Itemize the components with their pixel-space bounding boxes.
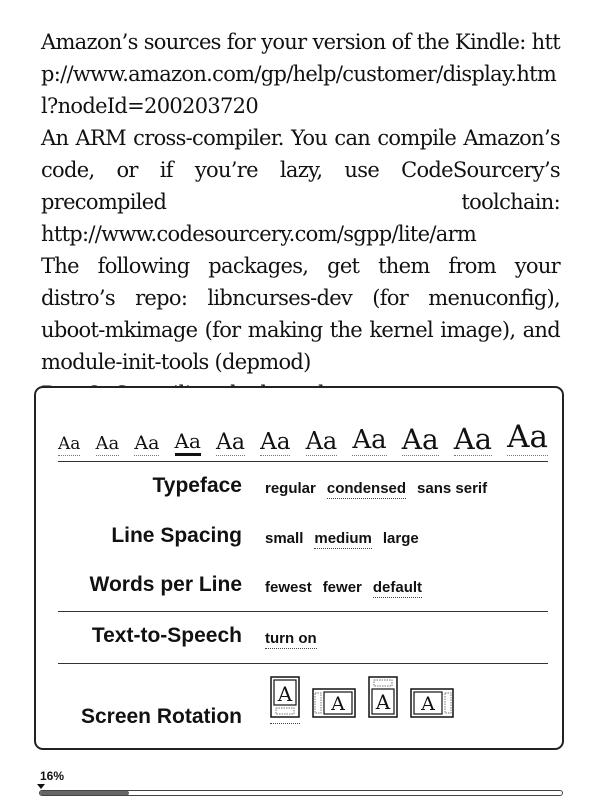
svg-text:A: A: [331, 693, 345, 715]
rotation-landscape-right-button[interactable]: [410, 688, 454, 724]
rotation-portrait-icon: [270, 676, 300, 718]
line-spacing-option-medium[interactable]: medium: [314, 530, 372, 547]
typeface-options: [265, 480, 487, 499]
progress-fill: [40, 791, 129, 795]
rotation-portrait-inverted-icon: [368, 676, 398, 718]
book-paragraph: The following packages, get them from your distro’s repo: libncurses-dev (for menuconfig), uboot-mkimage (for making the kernel image), and module-init-tools (depmod): [41, 254, 560, 374]
book-paragraph: An ARM cross-compiler. You can compile Amazon’s code, or if you’re lazy, use CodeSourcery’s precompiled toolchain: http://www.codesourcery.com/sgpp/lite/arm: [41, 126, 560, 246]
rotation-portrait-button[interactable]: [270, 676, 300, 724]
line-spacing-label: Line Spacing: [111, 524, 242, 547]
screen-rotation-label: Screen Rotation: [80, 705, 242, 728]
book-paragraph: Amazon’s sources for your version of the Kindle: http://www.amazon.com/gp/help/customer/display.html?nodeId=200203720: [41, 30, 560, 118]
divider: [58, 611, 548, 612]
typeface-option-regular[interactable]: regular: [265, 480, 316, 497]
svg-text:A: A: [375, 690, 391, 714]
font-size-option-7[interactable]: Aa: [305, 426, 338, 455]
line-spacing-options: [265, 530, 419, 549]
text-settings-panel: [34, 386, 564, 750]
words-per-line-option-default[interactable]: default: [372, 579, 423, 596]
line-spacing-option-small[interactable]: small: [265, 530, 304, 547]
font-size-option-2[interactable]: Aa: [95, 433, 120, 455]
screen-rotation-options: [270, 676, 454, 724]
font-size-option-1[interactable]: Aa: [58, 434, 81, 455]
divider: [58, 461, 548, 462]
words-per-line-options: [265, 579, 422, 598]
font-size-option-4[interactable]: Aa: [175, 431, 201, 456]
text-to-speech-label: Text-to-Speech: [91, 624, 242, 647]
words-per-line-option-fewer[interactable]: fewer: [322, 579, 362, 596]
font-size-option-11[interactable]: Aa: [507, 419, 548, 456]
progress-bar: [39, 790, 563, 796]
words-per-line-label: Words per Line: [89, 573, 242, 596]
words-per-line-option-fewest[interactable]: fewest: [265, 579, 312, 596]
typeface-label: Typeface: [152, 474, 242, 497]
svg-text:A: A: [277, 682, 293, 706]
font-size-selector: [58, 416, 548, 456]
line-spacing-option-large[interactable]: large: [382, 530, 419, 547]
rotation-landscape-left-button[interactable]: [312, 688, 356, 724]
divider: [58, 663, 548, 664]
typeface-option-sans-serif[interactable]: sans serif: [417, 480, 488, 497]
svg-text:A: A: [421, 693, 435, 715]
font-size-option-9[interactable]: Aa: [401, 422, 439, 456]
progress-marker-icon: [37, 784, 45, 789]
progress-percent: 16%: [40, 769, 65, 783]
book-text: [41, 26, 560, 396]
rotation-portrait-inverted-button[interactable]: [368, 676, 398, 724]
text-to-speech-toggle[interactable]: turn on: [265, 630, 317, 647]
text-to-speech-options: [265, 630, 317, 649]
typeface-option-condensed[interactable]: condensed: [326, 480, 407, 497]
font-size-option-6[interactable]: Aa: [260, 428, 291, 455]
font-size-option-3[interactable]: Aa: [134, 432, 160, 455]
rotation-landscape-left-icon: [312, 688, 356, 718]
font-size-option-5[interactable]: Aa: [216, 429, 246, 455]
rotation-landscape-right-icon: [410, 688, 454, 718]
font-size-option-8[interactable]: Aa: [352, 424, 387, 455]
font-size-option-10[interactable]: Aa: [453, 421, 492, 456]
